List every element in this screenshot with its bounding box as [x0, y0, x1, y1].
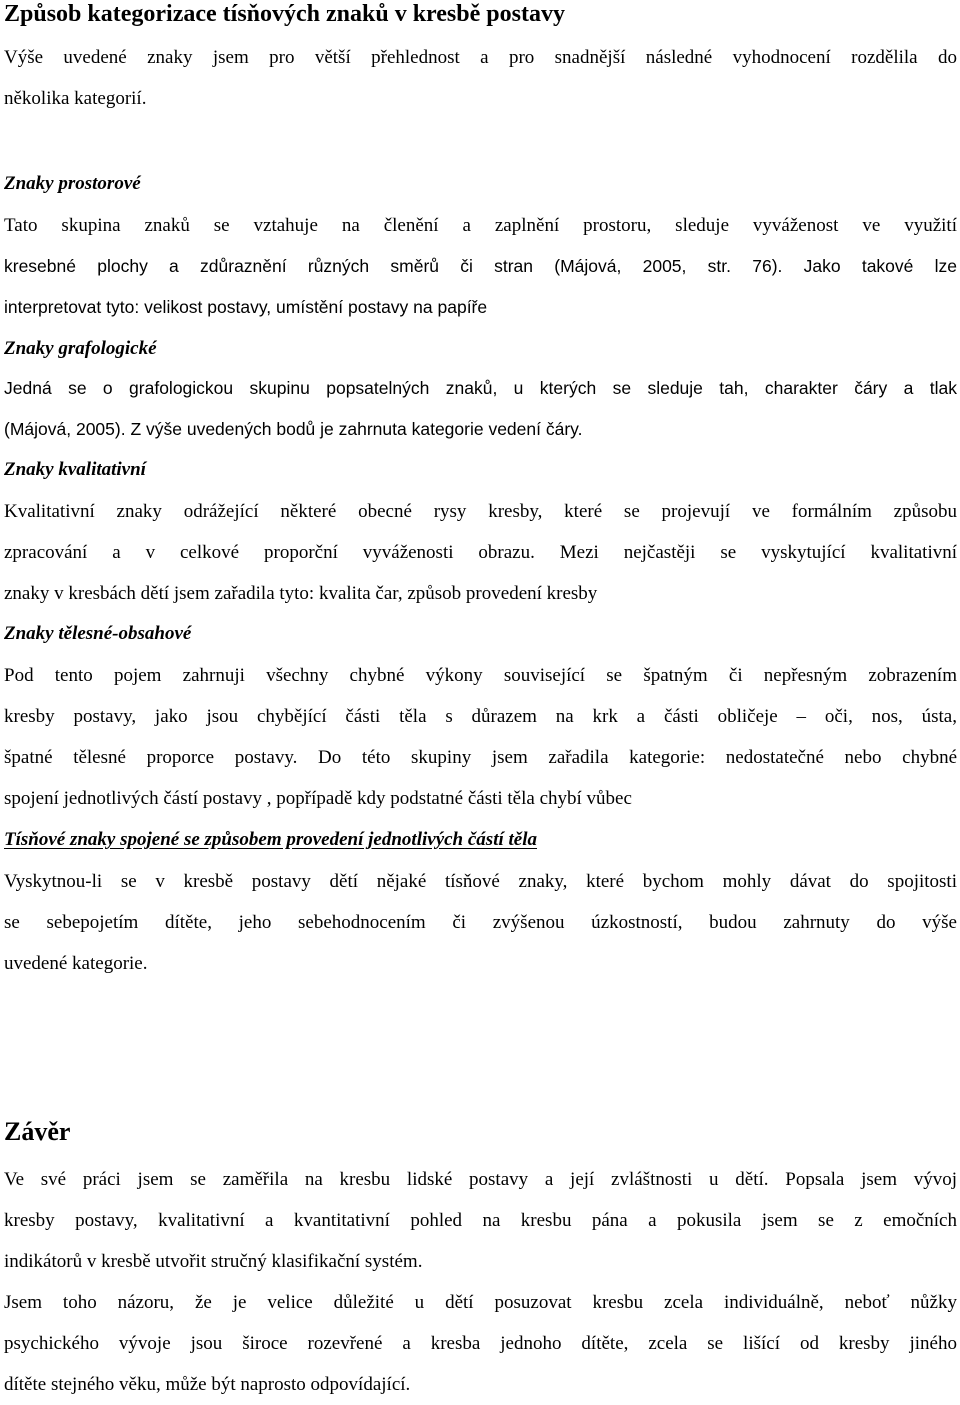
text-line: Ve své práci jsem se zaměřila na kresbu lidské postavy a její zvláštnosti u dětí. Popsala jsem vývoj	[4, 1169, 957, 1190]
text-line: Jsem toho názoru, že je velice důležité u dětí posuzovat kresbu zcela individuálně, neboť nůžky	[4, 1292, 957, 1313]
text-line: kresby postavy, kvalitativní a kvantitativní pohled na kresbu pána a pokusila jsem se z emočních	[4, 1210, 957, 1231]
text-line: Výše uvedené znaky jsem pro větší přehlednost a pro snadnější následné vyhodnocení rozdělila do	[4, 47, 957, 68]
conclusion-title: Závěr	[4, 1117, 71, 1146]
category-heading-spatial: Znaky prostorové	[4, 173, 141, 194]
text-line: Pod tento pojem zahrnuji všechny chybné výkony související se špatným či nepřesným zobrazením	[4, 665, 957, 686]
text-line: Kvalitativní znaky odrážející některé obecné rysy kresby, které se projevují ve formálním způsobu	[4, 501, 957, 522]
category-heading-bodily: Znaky tělesné-obsahové	[4, 623, 192, 644]
category-text-spatial	[4, 205, 957, 328]
text-line: spojení jednotlivých částí postavy , popřípadě kdy podstatné části těla chybí vůbec	[4, 788, 632, 809]
category-heading-graphological: Znaky grafologické	[4, 338, 157, 359]
text-line: interpretovat tyto: velikost postavy, umístění postavy na papíře	[4, 297, 488, 317]
distress-heading-text: Tísňové znaky spojené se způsobem provedení jednotlivých částí těla	[4, 829, 538, 850]
text-line: Tato skupina znaků se vztahuje na členění a zaplnění prostoru, sleduje vyváženost ve využití	[4, 215, 957, 236]
text-line: znaky v kresbách dětí jsem zařadila tyto: kvalita čar, způsob provedení kresby	[4, 583, 598, 604]
text-line: kresby postavy, jako jsou chybějící části těla s důrazem na krk a části obličeje – oči, nos, ústa,	[4, 706, 957, 727]
text-line: kresebné plochy a zdůraznění různých směrů či stran (Májová, 2005, str. 76). Jako takové lze	[4, 256, 957, 276]
text-line: dítěte stejného věku, může být naprosto odpovídající.	[4, 1374, 411, 1395]
text-line: (Májová, 2005). Z výše uvedených bodů je zahrnuta kategorie vedení čáry.	[4, 419, 583, 439]
text-line: špatné tělesné proporce postavy. Do této skupiny jsem zařadila kategorie: nedostatečné nebo chybné	[4, 747, 957, 768]
text-line: několika kategorií.	[4, 88, 147, 109]
section-title: Způsob kategorizace tísňových znaků v kresbě postavy	[4, 1, 565, 27]
category-text-distress	[4, 861, 957, 984]
conclusion-paragraph-1	[4, 1159, 957, 1282]
text-line: Vyskytnou-li se v kresbě postavy dětí nějaké tísňové znaky, které bychom mohly dávat do spojitosti	[4, 871, 957, 892]
text-line: Jedná se o grafologickou skupinu popsatelných znaků, u kterých se sleduje tah, charakter čáry a tlak	[4, 378, 957, 398]
category-text-graphological	[4, 368, 957, 450]
text-line: indikátorů v kresbě utvořit stručný klasifikační systém.	[4, 1251, 423, 1272]
text-line: se sebepojetím dítěte, jeho sebehodnocením či zvýšenou úzkostností, budou zahrnuty do výše	[4, 912, 957, 933]
text-line: psychického vývoje jsou široce rozevřené a kresba jednoho dítěte, zcela se lišící od kresby jiného	[4, 1333, 957, 1354]
intro-paragraph	[4, 37, 957, 119]
text-line: uvedené kategorie.	[4, 953, 148, 974]
category-heading-qualitative: Znaky kvalitativní	[4, 459, 146, 480]
category-text-qualitative	[4, 491, 957, 614]
text-line: zpracování a v celkové proporční vyváženosti obrazu. Mezi nejčastěji se vyskytující kvalitativní	[4, 542, 957, 563]
conclusion-paragraph-2	[4, 1282, 957, 1405]
category-text-bodily	[4, 655, 957, 819]
category-heading-distress	[4, 828, 957, 852]
